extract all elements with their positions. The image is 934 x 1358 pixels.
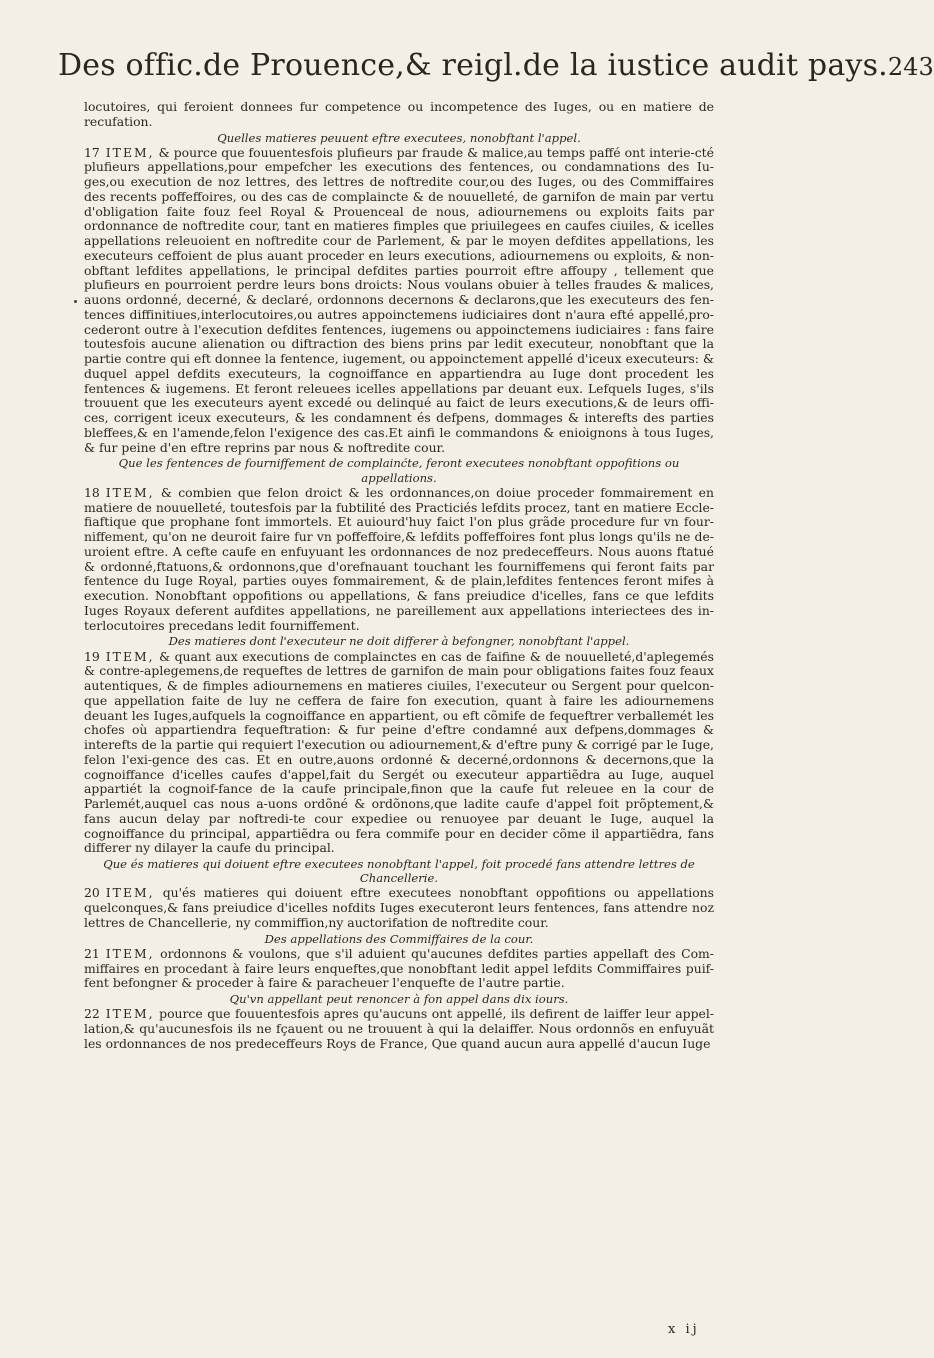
article-text: qu'és matieres qui doiuent eftre executees nonobftant oppofitions ou appellations quelconques,& fans preiudice d'icelles nofdits Iuges executeront leurs fentences, fans attendre noz lettres de Chancellerie, ny commiffion,ny auctorifation de noftredite cour.: [84, 885, 714, 930]
article-text: ordonnons & voulons, que s'il aduient qu'aucunes defdites parties appellaft des Com-miffaires en procedant à faire leurs enqueftes,que nonobftant ledit appel lefdits Commiffaires puif-fent befongner & proceder à faire & paracheuer l'enquefte de l'autre partie.: [84, 945, 714, 991]
text-body: [84, 100, 714, 1052]
article-number: 18: [84, 484, 100, 500]
article-number: 19: [84, 648, 100, 664]
article-number: 20: [84, 885, 100, 901]
article-item: ITEM,: [105, 1006, 155, 1022]
article-item: ITEM,: [105, 648, 155, 664]
article-number: 21: [84, 945, 100, 961]
rubric-20: Que és matieres qui doiuent eftre executees nonobftant l'appel, foit procedé fans attendre lettres de Chancellerie.: [103, 857, 695, 886]
article-item: ITEM,: [105, 885, 155, 901]
article-19: [84, 650, 714, 857]
article-17: [84, 146, 714, 456]
rubric-22: Qu'vn appellant peut renoncer à fon appel dans dix iours.: [229, 992, 569, 1007]
rubric-18: Que les fentences de fourniffement de complainćte, feront executees nonobftant oppofitions ou appellations.: [118, 456, 680, 485]
article-item: ITEM,: [105, 945, 155, 961]
article-text: & quant aux executions de complainctes en cas de faifine & de nouuelleté,d'aplegemés & contre-aplegemens,de requeftes de lettres de garnifon de main pour obligations faites fouz feaux autentiques, & de fimples adiournemens en matieres ciuiles, l'executeur ou Sergent pour quelcon-que appellation faite de luy ne ceffera de faire fon execution, quant à faire les adiournemens deuant les Iuges,aufquels la cognoiffance en appartient, ou eft cõmife de fequeftrer verballemét les chofes où appartiendra fequeftration: & fur peine d'eftre condamné aux defpens,dommages & interefts de la partie qui requiert l'execution ou adiournement,& d'eftre puny & corrigé par le Iuge, felon l'exi-gence des cas. Et en outre,auons ordonné & decerné,ordonnons & decernons,que la cognoiffance d'icelles caufes d'appel,fait du Sergét ou executeur appartiẽdra au Iuge, auquel appartiét la cognoif-fance de la caufe principale,finon que la caufe fut releuee en la cour de Parlemét,auquel cas nous a-uons ordõné & ordõnons,que ladite caufe d'appel foit prõptement,& fans aucun delay par noftredi-te cour expediee ou renuoyee par deuant le Iuge, auquel la cognoiffance du principal, appartiẽdra ou fera commife pour en decider cõme il appartiẽdra, fans differer ny dilayer la caufe du principal.: [84, 648, 714, 856]
article-item: ITEM,: [105, 484, 155, 500]
page-number: 243: [887, 53, 934, 81]
rubric-19: Des matieres dont l'executeur ne doit differer à befongner, nonobftant l'appel.: [168, 634, 630, 649]
article-text: & combien que felon droict & les ordonnances,on doiue proceder fommairement en matiere de nouuelleté, toutesfois par la fubtilité des Practiciés lefdits procez, tant en matiere Eccle-fiaftique que prophane font immortels. Et auiourd'huy faict l'on plus grãde procedure fur vn four-niffement, qu'on ne deuroit faire fur vn poffeffoire,& lefdits poffeffoires font plus longs qu'ils ne de-uroient eftre. A cefte caufe en enfuyuant les ordonnances de noz predeceffeurs. Nous auons ftatué & ordonné,ftatuons,& ordonnons,que d'orefnauant touchant les fourniffemens qui feront faits par fentence du Iuge Royal, parties ouyes fommairement, & de plain,lefdites fentences feront mifes à execution. Nonobftant oppofitions ou appellations, & fans preiudice d'icelles, fans ce que lefdits Iuges Royaux deferent aufdites appellations, ne pareillement aux appellations interiectees des in-terlocutoires precedans ledit fourniffement.: [84, 484, 714, 633]
signature-mark: x ij: [668, 1322, 700, 1337]
article-text: & pource que fouuentesfois plufieurs par fraude & malice,au temps paffé ont interie-cté plufieurs appellations,pour empefcher les executions des fentences, ou condamnations des Iu-ges,ou execution de noz lettres, des lettres de noftredite cour,ou des Iuges, ou des Commiffaires des recents poffeffoires, ou des cas de complaincte & de nouuelleté, de garnifon de main par vertu d'obligation faite fouz feel Royal & Prouenceal de nous, adiournemens ou exploits faits par ordonnance de noftredite cour, tant en matieres fimples que priuilegees en caufes ciuiles, & icelles appellations releuoient en noftredite cour de Parlement, & par le moyen defdites appellations, les executeurs ceffoient de plus auant proceder en leurs executions, adiournemens ou exploits, & non-obftant lefdites appellations, le principal defdites parties pourroit eftre affoupy , tellement que plufieurs en pourroient perdre leurs bons droicts: Nous voulans obuier à telles fraudes & malices, auons ordonné, decerné, & declaré, ordonnons decernons & declarons,que les executeurs des fen-tences diffinitiues,interlocutoires,ou autres appoinctemens iudiciaires dont n'aura efté appellé,pro-cederont outre à l'execution defdites fentences, iugemens ou appoinctemens iudiciaires : fans faire toutesfois aucune alienation ou diftraction des biens prins par ledit executeur, nonobftant que la partie contre qui eft donnee la fentence, iugement, ou appoinctement appellé d'iceux executeurs: & duquel appel defdits executeurs, la cognoiffance en appartiendra au Iuge dont procedent les fentences & iugemens. Et feront releuees icelles appellations par deuant eux. Lefquels Iuges, s'ils trouuent que les executeurs ayent excedé ou delinqué au faict de leurs executions,& de leurs offi-ces, corrigent iceux executeurs, & les condamnent és defpens, dommages & interefts des parties bleffees,& en l'amende,felon l'exigence des cas.Et ainfi le commandons & enioignons à tous Iuges, & fur peine d'en eftre reprins par nous & noftredite cour.: [84, 144, 714, 455]
article-number: 22: [84, 1006, 100, 1022]
article-item: ITEM,: [105, 144, 155, 160]
margin-mark: [74, 300, 77, 303]
article-18: [84, 486, 714, 634]
article-21: [84, 947, 714, 991]
rubric-17: Quelles matieres peuuent eftre executees, nonobftant l'appel.: [217, 130, 581, 145]
article-20: [84, 886, 714, 930]
running-title: Des offic.de Prouence,& reigl.de la iustice audit pays.: [58, 48, 888, 83]
running-header: [58, 48, 934, 85]
article-22: [84, 1007, 714, 1051]
article-text: pource que fouuentesfois apres qu'aucuns ont appellé, ils defirent de laiffer leur appel-lation,& qu'aucunesfois ils ne fçauent ou ne trouuent à qui la delaiffer. Nous ordonnõs en enfuyuãt les ordonnances de nos predeceffeurs Roys de France, Que quand aucun aura appellé d'aucun Iuge: [84, 1006, 714, 1051]
rubric-21: Des appellations des Commiffaires de la cour.: [264, 931, 534, 946]
article-number: 17: [84, 144, 100, 160]
continuation-text: locutoires, qui feroient donnees fur competence ou incompetence des Iuges, ou en matiere de recufation.: [84, 99, 714, 129]
